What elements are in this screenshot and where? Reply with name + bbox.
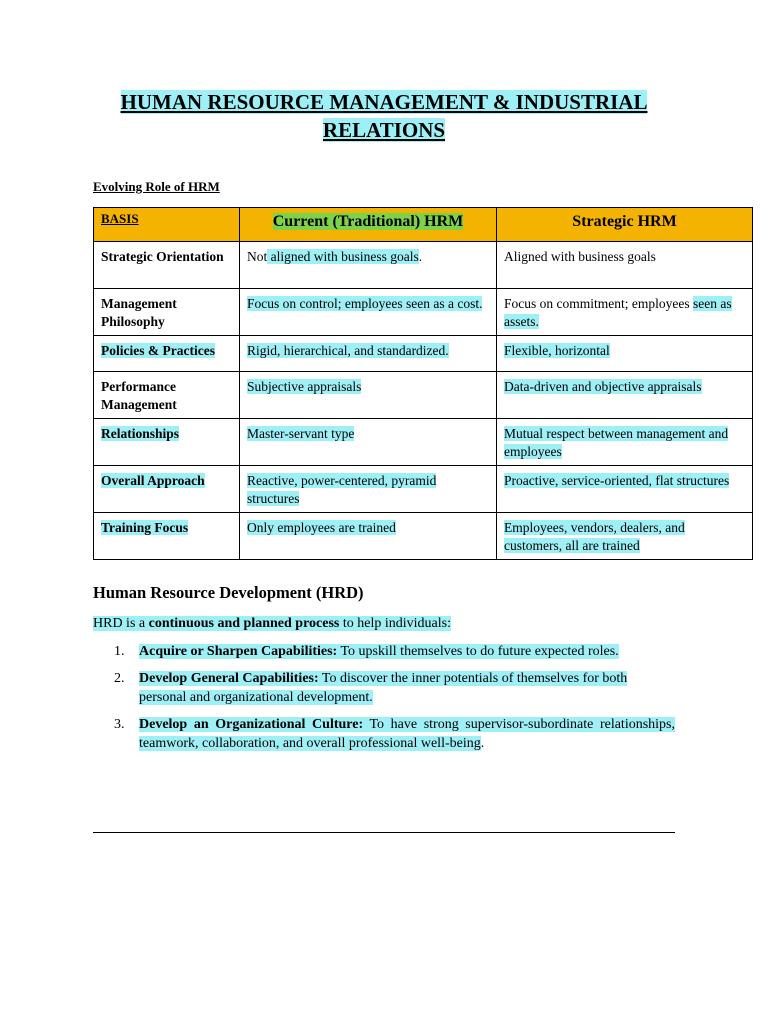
row-current bbox=[240, 289, 497, 336]
row-strategic bbox=[497, 289, 753, 336]
row-basis: Strategic Orientation bbox=[94, 242, 240, 289]
row-current bbox=[240, 513, 497, 560]
table-row bbox=[94, 289, 753, 336]
hrd-intro-post: to help individuals: bbox=[339, 616, 451, 631]
header-current-label: Current (Traditional) HRM bbox=[272, 213, 464, 230]
hrd-intro-text bbox=[93, 616, 451, 631]
list-item-body: To have strong supervisor-subordinate relationships, teamwork, collaboration, and overall professional well-being bbox=[139, 717, 675, 751]
row-basis-text: Policies & Practices bbox=[101, 343, 215, 358]
row-strategic-text: Proactive, service-oriented, flat structures bbox=[504, 473, 730, 488]
row-current-text: Master-servant type bbox=[247, 426, 355, 441]
row-basis-text: Overall Approach bbox=[101, 473, 205, 488]
list-item bbox=[93, 642, 675, 661]
table-header-row bbox=[94, 208, 753, 242]
list-item bbox=[93, 715, 675, 753]
hrd-list bbox=[93, 642, 675, 761]
document-title bbox=[93, 88, 675, 144]
list-number: 3. bbox=[114, 717, 125, 732]
list-item-text bbox=[139, 671, 627, 705]
table-row bbox=[94, 513, 753, 560]
list-item-text bbox=[139, 717, 675, 751]
list-item-post: . bbox=[480, 736, 485, 751]
row-basis: Management Philosophy bbox=[94, 289, 240, 336]
title-line-2: RELATIONS bbox=[322, 118, 446, 142]
title-line-1: HUMAN RESOURCE MANAGEMENT & INDUSTRIAL bbox=[120, 90, 648, 114]
row-strategic-text: Data-driven and objective appraisals bbox=[504, 379, 702, 394]
row-current-text: Focus on control; employees seen as a cost. bbox=[247, 296, 483, 311]
header-current bbox=[240, 208, 497, 242]
hrm-comparison-table bbox=[93, 207, 753, 560]
row-current bbox=[240, 336, 497, 372]
list-item-bold: Develop an Organizational Culture: bbox=[139, 717, 364, 732]
list-item-bold: Acquire or Sharpen Capabilities: bbox=[139, 644, 338, 659]
row-current-pre: Not bbox=[247, 249, 268, 264]
row-current-post: . bbox=[418, 249, 423, 264]
row-strategic bbox=[497, 419, 753, 466]
row-current bbox=[240, 466, 497, 513]
list-number: 1. bbox=[114, 644, 125, 659]
row-basis bbox=[94, 336, 240, 372]
row-basis-text: Training Focus bbox=[101, 520, 189, 535]
row-strategic bbox=[497, 336, 753, 372]
table-row bbox=[94, 372, 753, 419]
list-item-body: To discover the inner potentials of themselves for both personal and organizational development. bbox=[139, 671, 628, 705]
row-current bbox=[240, 372, 497, 419]
list-number: 2. bbox=[114, 671, 125, 686]
row-strategic bbox=[497, 372, 753, 419]
list-item bbox=[93, 669, 675, 707]
table-row bbox=[94, 419, 753, 466]
list-item-text bbox=[139, 644, 619, 659]
row-strategic bbox=[497, 466, 753, 513]
hrd-intro-pre: HRD is a bbox=[93, 616, 149, 631]
header-strategic: Strategic HRM bbox=[497, 208, 753, 242]
row-current bbox=[240, 419, 497, 466]
row-strategic-text: Employees, vendors, dealers, and customers, all are trained bbox=[504, 520, 685, 553]
hrd-intro bbox=[93, 614, 451, 634]
row-current bbox=[240, 242, 497, 289]
hrd-intro-bold: continuous and planned process bbox=[148, 616, 340, 631]
row-basis bbox=[94, 513, 240, 560]
list-item-bold: Develop General Capabilities: bbox=[139, 671, 319, 686]
hrd-heading: Human Resource Development (HRD) bbox=[93, 583, 364, 602]
row-current-text: Subjective appraisals bbox=[247, 379, 362, 394]
footnote-divider bbox=[93, 832, 675, 833]
row-strategic: Aligned with business goals bbox=[497, 242, 753, 289]
row-current-text: aligned with business goals bbox=[267, 249, 419, 264]
row-basis bbox=[94, 419, 240, 466]
row-basis: Performance Management bbox=[94, 372, 240, 419]
table-row bbox=[94, 242, 753, 289]
list-item-body: To upskill themselves to do future expected roles. bbox=[337, 644, 619, 659]
table-row bbox=[94, 466, 753, 513]
row-strategic-text: seen as assets. bbox=[504, 296, 732, 329]
table-heading: Evolving Role of HRM bbox=[93, 179, 220, 194]
row-strategic-pre: Focus on commitment; employees bbox=[504, 296, 693, 311]
row-current-text: Rigid, hierarchical, and standardized. bbox=[247, 343, 449, 358]
row-strategic bbox=[497, 513, 753, 560]
row-basis bbox=[94, 466, 240, 513]
row-basis-text: Relationships bbox=[101, 426, 180, 441]
row-current-text: Reactive, power-centered, pyramid structures bbox=[247, 473, 437, 506]
header-basis: BASIS bbox=[94, 208, 240, 242]
row-strategic-text: Mutual respect between management and employees bbox=[504, 426, 729, 459]
table-row bbox=[94, 336, 753, 372]
row-current-text: Only employees are trained bbox=[247, 520, 396, 535]
row-strategic-text: Flexible, horizontal bbox=[504, 343, 610, 358]
